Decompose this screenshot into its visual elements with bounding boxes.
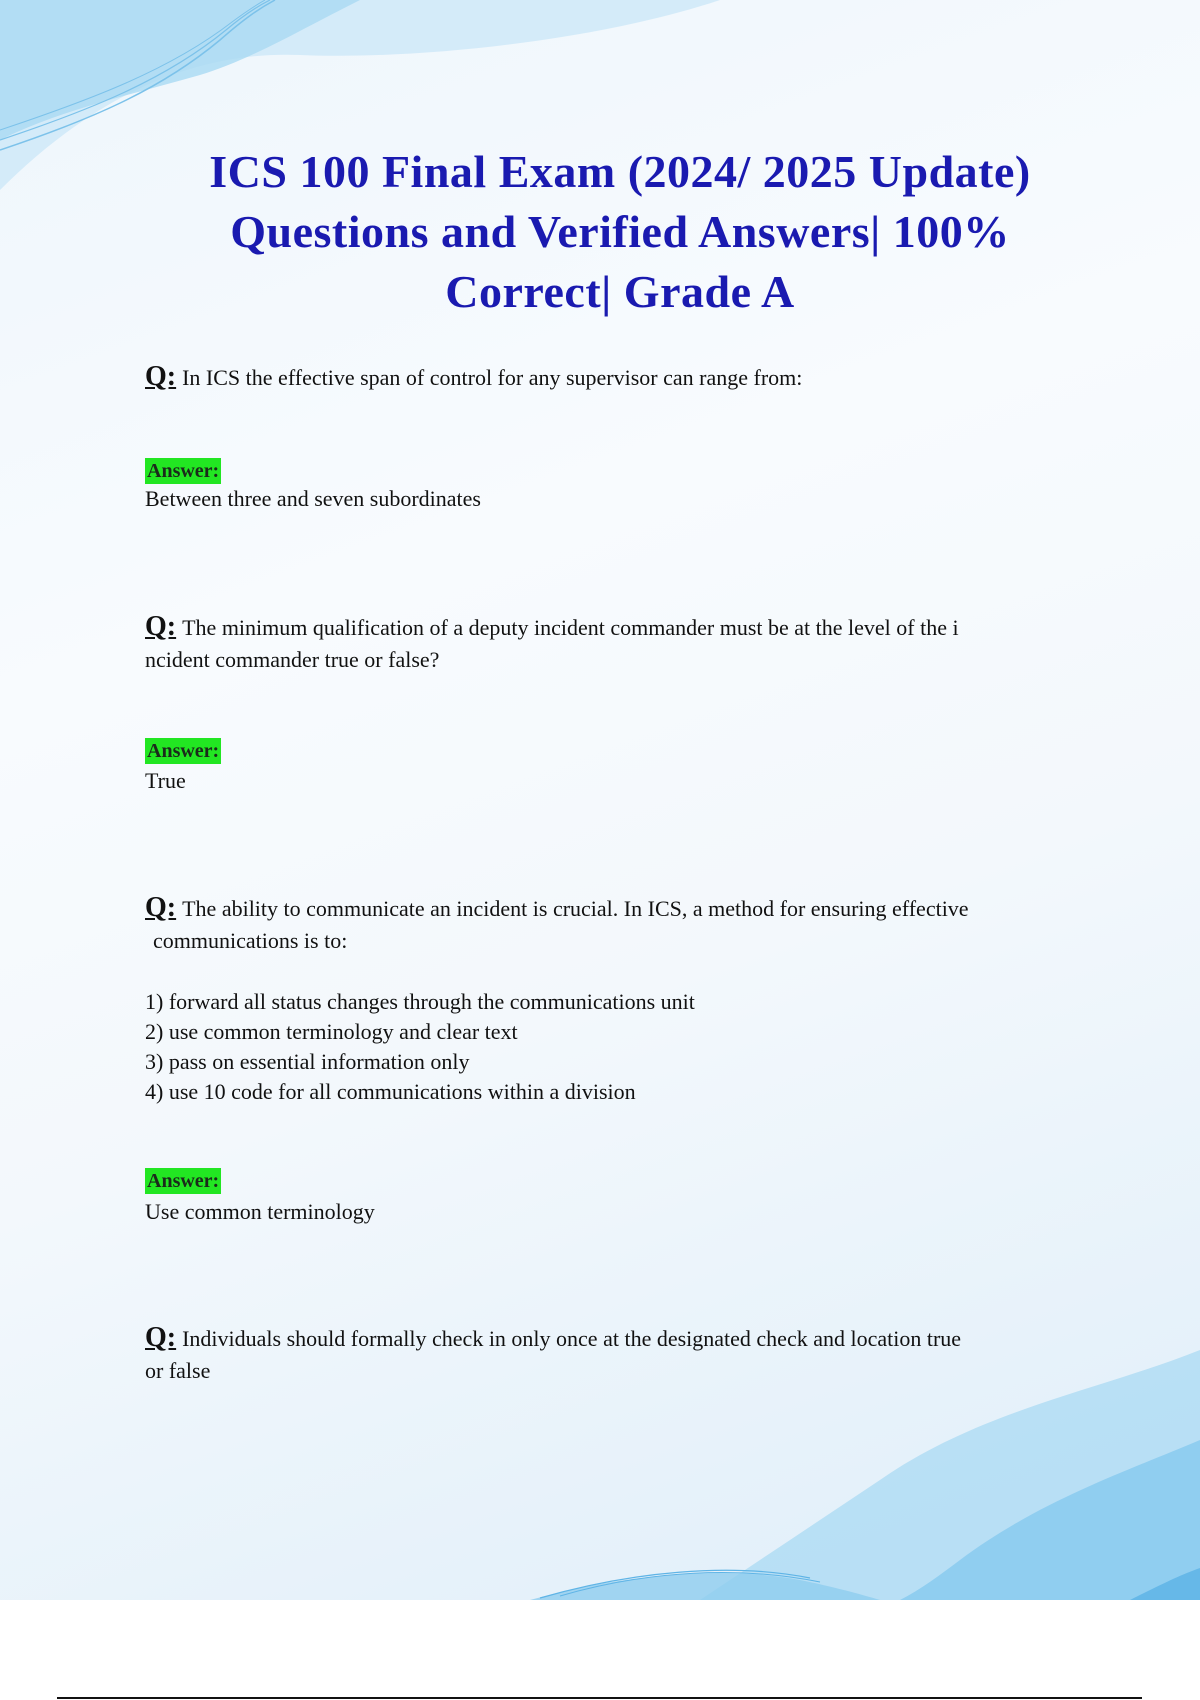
title-line-1: ICS 100 Final Exam (2024/ 2025 Update) bbox=[209, 146, 1031, 197]
question-1 bbox=[145, 361, 1085, 394]
question-4 bbox=[145, 1322, 1085, 1387]
answer-text: Between three and seven subordinates bbox=[145, 486, 481, 511]
answer-label: Answer: bbox=[147, 460, 220, 482]
question-prefix: Q: bbox=[145, 361, 177, 392]
option-2: 2) use common terminology and clear text bbox=[145, 1019, 518, 1044]
answer-options-list bbox=[145, 987, 1045, 1107]
question-prefix: Q: bbox=[145, 1322, 177, 1353]
option-1: 1) forward all status changes through the communications unit bbox=[145, 989, 695, 1014]
question-text-line-2: communications is to: bbox=[153, 928, 348, 953]
question-text-line-1: The ability to communicate an incident is crucial. In ICS, a method for ensuring effective bbox=[182, 896, 969, 921]
answer-text: Use common terminology bbox=[145, 1199, 375, 1224]
question-text: In ICS the effective span of control for any supervisor can range from: bbox=[182, 365, 803, 390]
question-2 bbox=[145, 611, 1085, 676]
question-prefix: Q: bbox=[145, 892, 177, 923]
answer-text: True bbox=[145, 768, 186, 793]
answer-label: Answer: bbox=[147, 1170, 220, 1192]
answer-label: Answer: bbox=[147, 740, 220, 762]
option-3: 3) pass on essential information only bbox=[145, 1049, 470, 1074]
question-3 bbox=[145, 892, 1085, 957]
question-prefix: Q: bbox=[145, 611, 177, 642]
question-text-line-2: or false bbox=[145, 1358, 211, 1383]
page-footer-rule bbox=[57, 1697, 1142, 1699]
title-line-2: Questions and Verified Answers| 100% bbox=[230, 206, 1010, 257]
question-text-line-1: The minimum qualification of a deputy incident commander must be at the level of the i bbox=[182, 615, 959, 640]
question-text-line-1: Individuals should formally check in only once at the designated check and location true bbox=[182, 1326, 962, 1351]
option-4: 4) use 10 code for all communications within a division bbox=[145, 1079, 636, 1104]
question-text-line-2: ncident commander true or false? bbox=[145, 647, 440, 672]
document-title bbox=[110, 142, 1130, 322]
title-line-3: Correct| Grade A bbox=[445, 266, 795, 317]
